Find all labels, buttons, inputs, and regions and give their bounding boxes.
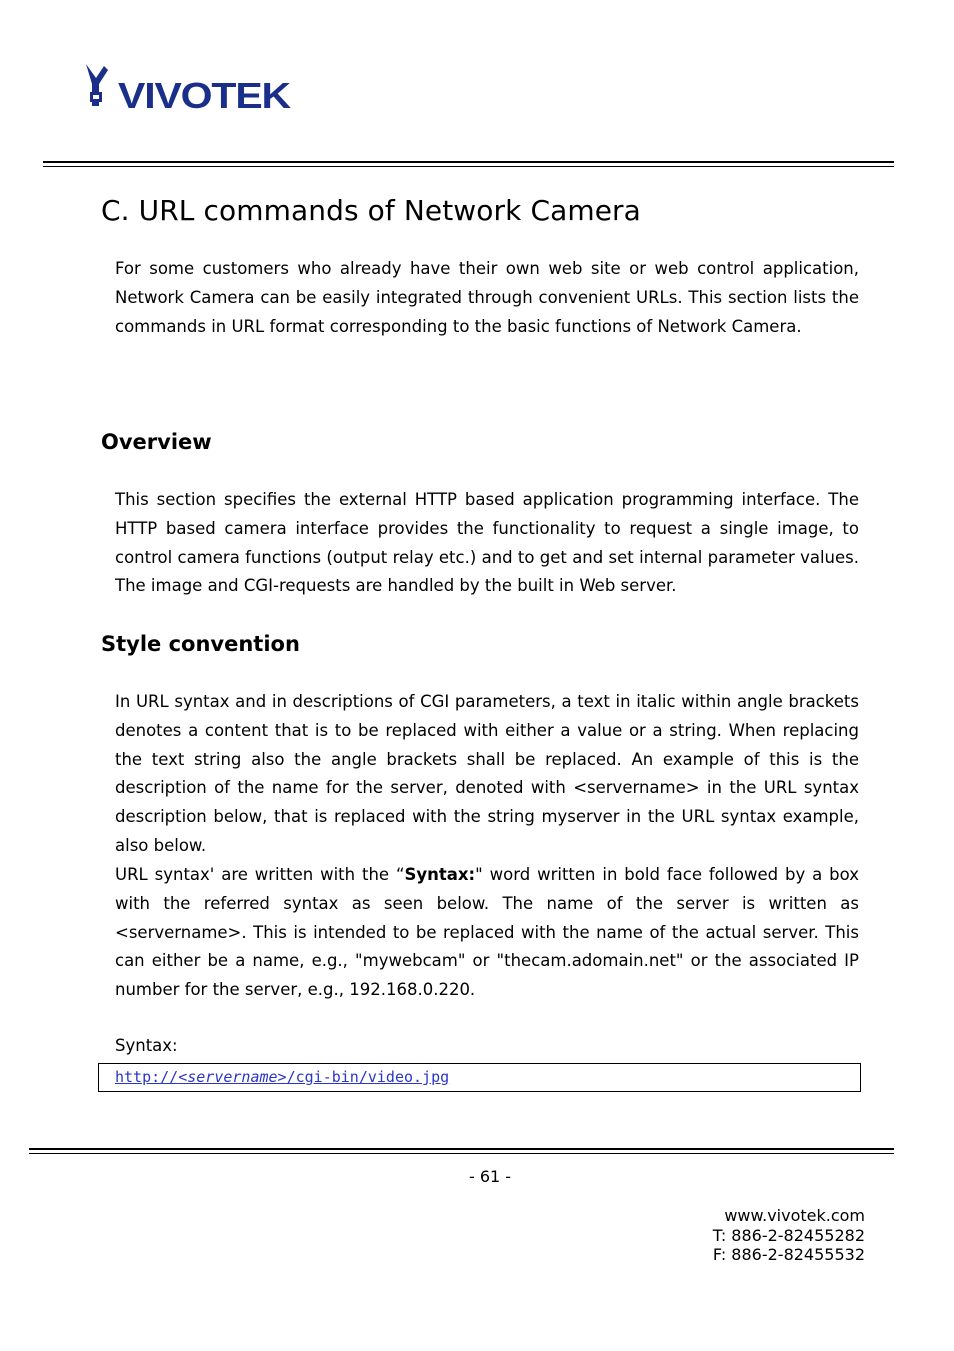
page-number: - 61 - [468,1167,512,1186]
intro-paragraph: For some customers who already have their own web site or web control application, Network Camera can be easily integrated through convenient URLs. This section lists the commands in URL format corresponding to the basic functions of Network Camera. [115,259,859,336]
fax-text: F: 886-2-82455532 [712,1245,865,1264]
syntax-url-link[interactable] [115,1068,449,1086]
para2-text-pre: URL syntax' are written with the “ [115,865,405,884]
style-convention-paragraph-2 [115,861,859,1005]
vivotek-logo [84,60,294,114]
phone-text: T: 886-2-82455282 [712,1225,865,1245]
website-text: www.vivotek.com [724,1206,865,1225]
camera-logo-icon [86,64,108,106]
footer-rule-bottom [29,1153,894,1154]
syntax-label: Syntax: [115,1036,178,1055]
header-rule-top [43,161,894,163]
overview-paragraph: This section specifies the external HTTP based application programming interface. The HTTP based camera interface provides the functionality to request a single image, to control camera functions (output relay etc.) and to get and set internal parameter values. The image and CGI-requests are handled by the built in Web server. [115,490,859,596]
contact-block [713,1206,865,1265]
style-convention-paragraph-1: In URL syntax and in descriptions of CGI parameters, a text in italic within angle brackets denotes a content that is to be replaced with either a value or a string. When replacing the text string also the angle brackets shall be replaced. An example of this is the description of the name for the server, denoted with <servername> in the URL syntax description below, that is replaced with the string myserver in the URL syntax example, also below. [115,692,859,855]
style-convention-heading: Style convention [101,632,300,656]
url-prefix: http:// [115,1068,179,1086]
syntax-bold-word: Syntax: [404,865,476,884]
url-suffix: /cgi-bin/video.jpg [286,1068,450,1086]
logo-wordmark: VIVOTEK [118,75,292,114]
overview-heading: Overview [101,430,212,454]
syntax-box [98,1063,861,1092]
para2-text-post: " word written in bold face followed by a box with the referred syntax as seen below. The name of the server is written as <servername>. This is intended to be replaced with the name of the actual server. This can either be a name, e.g., "mywebcam" or "thecam.adomain.net" or the associated IP number for the server, e.g., 192.168.0.220. [115,865,859,1000]
header-rule-bottom [43,166,894,167]
url-servername: <servername> [178,1068,287,1086]
page-title: C. URL commands of Network Camera [101,194,641,227]
footer-rule-top [29,1148,894,1150]
